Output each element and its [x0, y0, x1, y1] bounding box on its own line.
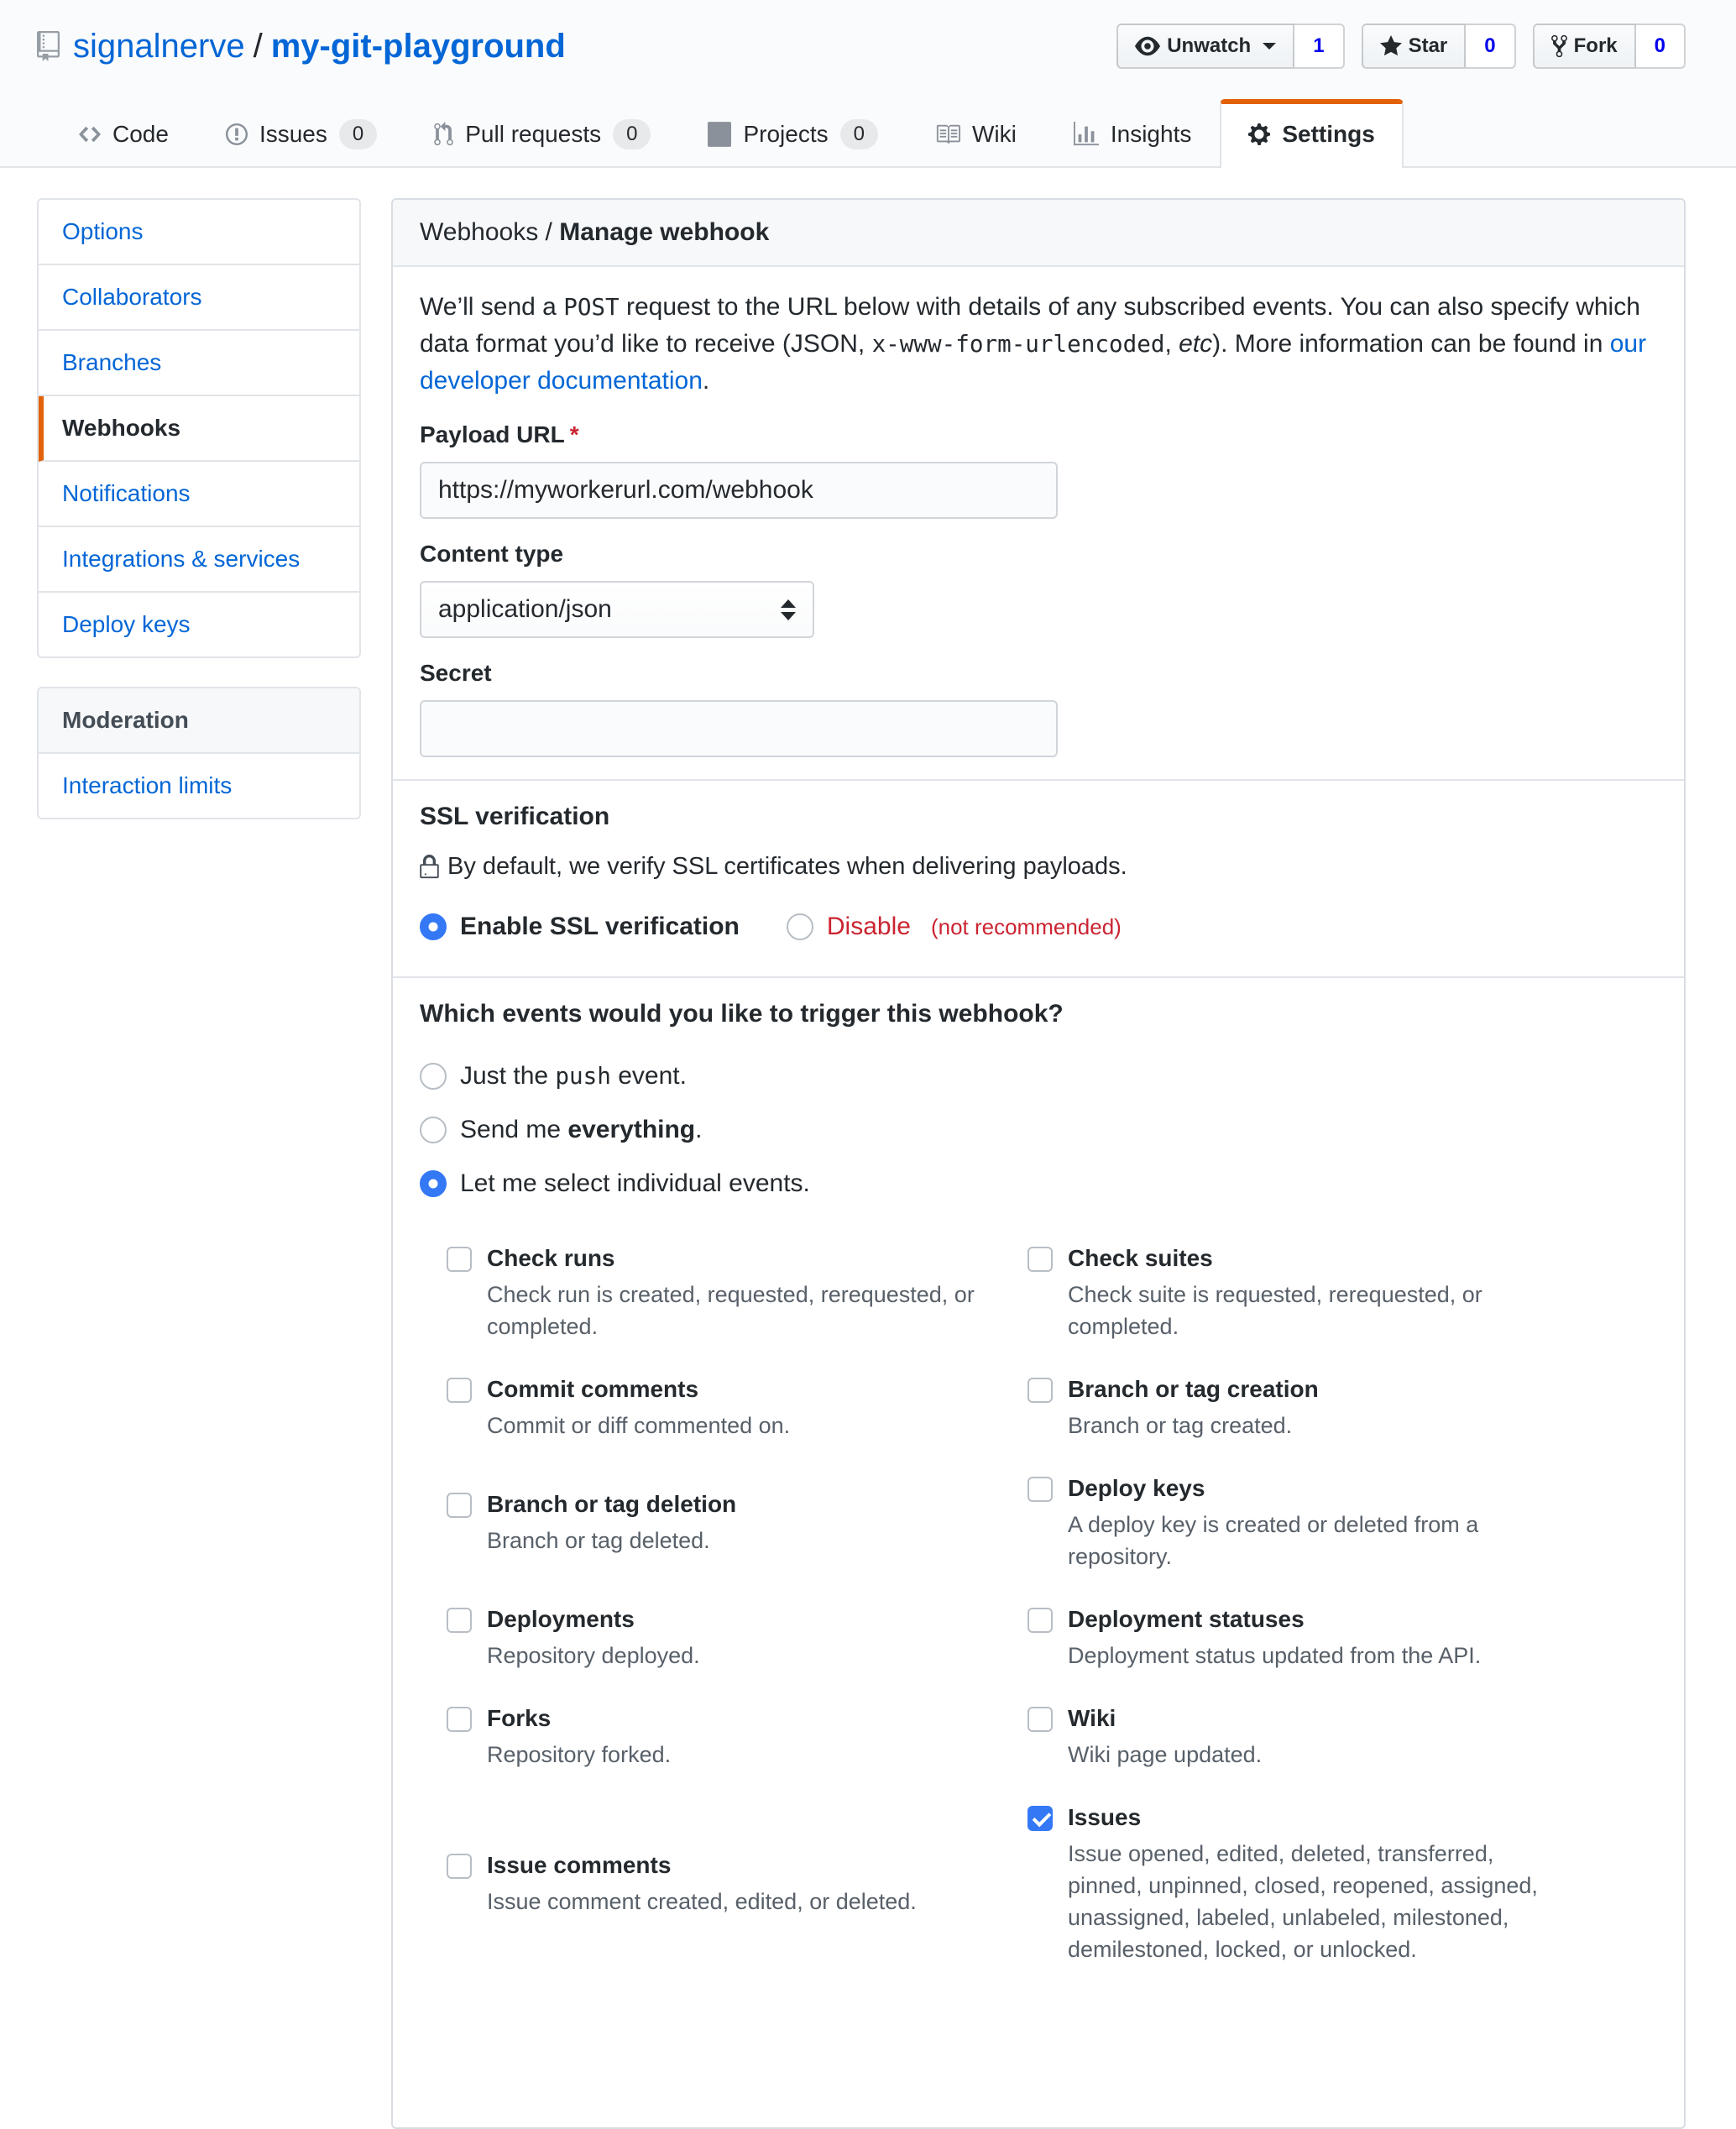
event-description: Issue comment created, edited, or deleted.: [487, 1889, 917, 1914]
wiki-book-icon: [935, 122, 960, 147]
event-title[interactable]: Wiki: [1068, 1705, 1116, 1731]
event-item-deployments: [447, 1603, 1027, 1671]
issues-count-badge: 0: [339, 119, 377, 149]
event-item-wiki: [1027, 1702, 1657, 1771]
event-description: Wiki page updated.: [1068, 1742, 1263, 1767]
event-title[interactable]: Deployment statuses: [1068, 1606, 1305, 1632]
sidebar-item-integrations[interactable]: Integrations & services: [39, 527, 359, 593]
eye-icon: [1135, 34, 1160, 59]
enable-ssl-label: Enable SSL verification: [460, 913, 740, 940]
sidebar-item-collaborators[interactable]: Collaborators: [39, 265, 359, 331]
sidebar-item-webhooks[interactable]: Webhooks: [39, 396, 359, 462]
event-title[interactable]: Issues: [1068, 1804, 1142, 1830]
tab-pull-requests[interactable]: [405, 99, 679, 168]
tab-label: Pull requests: [465, 121, 602, 147]
event-title[interactable]: Forks: [487, 1705, 552, 1731]
checkbox-branch-deletion[interactable]: [447, 1493, 472, 1518]
event-description: Check run is created, requested, rerequested, or completed.: [487, 1282, 975, 1339]
event-title[interactable]: Branch or tag deletion: [487, 1491, 737, 1517]
event-title[interactable]: Commit comments: [487, 1376, 699, 1402]
sidebar-item-options[interactable]: Options: [39, 200, 359, 265]
events-option-push[interactable]: [420, 1062, 1657, 1091]
breadcrumb-current: Manage webhook: [559, 218, 770, 246]
unwatch-button[interactable]: [1116, 24, 1294, 69]
checkbox-check-runs[interactable]: [447, 1247, 472, 1272]
event-item-check-suites: [1027, 1242, 1657, 1342]
events-option-push-label: Just the push event.: [460, 1062, 687, 1090]
tab-label: Settings: [1282, 121, 1375, 147]
content-type-select[interactable]: [420, 581, 814, 638]
code-icon: [79, 122, 101, 147]
project-icon: [708, 122, 731, 147]
tab-label: Issues: [259, 121, 327, 147]
repo-owner-link[interactable]: signalnerve: [73, 27, 245, 65]
tab-wiki[interactable]: [907, 99, 1045, 168]
intro-text: .: [702, 367, 710, 395]
events-option-individual[interactable]: [420, 1169, 1657, 1198]
event-title[interactable]: Issue comments: [487, 1852, 672, 1878]
pull-request-icon: [434, 122, 453, 147]
moderation-header: Moderation: [39, 688, 359, 754]
star-button-group: [1362, 24, 1516, 69]
intro-text: request to the URL below with details of any subscribed events. You can also specify which data format you’d like to receive (JSON,: [420, 293, 1640, 358]
content-type-label: Content type: [420, 541, 564, 567]
event-row: [447, 1242, 1657, 1342]
secret-label: Secret: [420, 660, 492, 686]
webhook-panel: [391, 198, 1686, 2129]
breadcrumb: [393, 200, 1684, 267]
events-option-individual-label: Let me select individual events.: [460, 1169, 810, 1197]
event-description: Check suite is requested, rerequested, or completed.: [1068, 1282, 1482, 1339]
settings-nav-box: [37, 198, 361, 658]
star-button[interactable]: [1362, 24, 1467, 69]
intro-text: ). More information can be found in: [1212, 330, 1610, 358]
lock-icon: [420, 855, 439, 880]
intro-code-post: POST: [563, 293, 620, 321]
breadcrumb-separator: /: [538, 218, 560, 246]
sidebar-item-notifications[interactable]: Notifications: [39, 462, 359, 527]
settings-sidebar: [37, 198, 361, 819]
star-label: Star: [1408, 34, 1448, 57]
event-item-issues: [1027, 1801, 1657, 1965]
ssl-note: [420, 853, 1657, 881]
pull-requests-count-badge: 0: [613, 119, 651, 149]
webhook-intro-text: [420, 289, 1657, 400]
required-asterisk: *: [569, 421, 579, 447]
breadcrumb-webhooks[interactable]: Webhooks: [420, 218, 539, 246]
event-title[interactable]: Branch or tag creation: [1068, 1376, 1319, 1402]
tab-issues[interactable]: [197, 99, 405, 168]
content-type-value: application/json: [438, 595, 612, 623]
repo-tab-bar: [37, 99, 1686, 166]
intro-italic: etc: [1179, 330, 1213, 358]
events-option-everything-label: Send me everything.: [460, 1116, 703, 1143]
event-title[interactable]: Check suites: [1068, 1245, 1213, 1271]
event-row: [447, 1472, 1657, 1572]
event-description: Issue opened, edited, deleted, transferred, pinned, unpinned, closed, reopened, assigned, unassigned, labeled, unlabeled, milestoned, demilestoned, locked, or unlocked.: [1068, 1841, 1538, 1962]
event-row: [447, 1603, 1657, 1671]
event-description: Deployment status updated from the API.: [1068, 1643, 1482, 1668]
intro-text: ,: [1164, 330, 1179, 358]
event-item-deploy-keys: [1027, 1472, 1657, 1572]
event-description: Branch or tag deleted.: [487, 1528, 710, 1553]
ssl-heading: SSL verification: [420, 803, 610, 830]
event-description: Repository forked.: [487, 1742, 672, 1767]
checkbox-branch-creation[interactable]: [1027, 1378, 1053, 1403]
fork-icon: [1551, 34, 1567, 59]
caret-down-icon: [1263, 43, 1276, 50]
watchers-count[interactable]: 1: [1294, 24, 1344, 69]
events-heading: Which events would you like to trigger this webhook?: [420, 1000, 1064, 1028]
event-item-forks: [447, 1702, 1027, 1771]
sidebar-item-interaction-limits[interactable]: Interaction limits: [62, 772, 233, 798]
checkbox-issues[interactable]: [1027, 1806, 1053, 1831]
ssl-verification-section: [393, 781, 1684, 978]
enable-ssl-radio-option[interactable]: [420, 913, 740, 941]
developer-documentation-link[interactable]: our developer documentation: [420, 330, 1647, 395]
radio-just-push[interactable]: [420, 1063, 447, 1090]
select-arrows-icon: [781, 599, 796, 620]
stargazers-count[interactable]: 0: [1466, 24, 1515, 69]
radio-enable-ssl[interactable]: [420, 913, 447, 940]
tab-settings[interactable]: [1220, 99, 1403, 168]
tab-label: Wiki: [971, 121, 1017, 147]
disable-ssl-radio-option[interactable]: [787, 913, 1122, 941]
issue-icon: [226, 122, 248, 147]
event-item-check-runs: [447, 1242, 1027, 1342]
star-icon: [1380, 34, 1402, 59]
tab-code[interactable]: [50, 99, 197, 168]
fork-button-group: [1533, 24, 1686, 69]
repo-icon: [37, 31, 60, 61]
checkbox-forks[interactable]: [447, 1707, 472, 1732]
checkbox-deploy-keys[interactable]: [1027, 1477, 1053, 1502]
checkbox-deployment-statuses[interactable]: [1027, 1608, 1053, 1633]
event-item-branch-creation: [1027, 1373, 1657, 1441]
payload-url-input[interactable]: [420, 462, 1058, 519]
checkbox-deployments[interactable]: [447, 1608, 472, 1633]
webhook-form-section: [393, 267, 1684, 781]
event-description: Commit or diff commented on.: [487, 1413, 791, 1438]
events-checkbox-grid: [447, 1242, 1657, 1965]
sidebar-item-branches[interactable]: Branches: [39, 331, 359, 396]
watch-button-group: [1116, 24, 1344, 69]
event-title[interactable]: Deployments: [487, 1606, 635, 1632]
disable-ssl-label: Disable: [826, 913, 911, 940]
forks-count[interactable]: 0: [1636, 24, 1686, 69]
event-description: Repository deployed.: [487, 1643, 700, 1668]
repo-actions: [1116, 24, 1686, 69]
tab-insights[interactable]: [1045, 99, 1221, 168]
event-row: [447, 1801, 1657, 1965]
intro-text: We’ll send a: [420, 293, 564, 321]
tab-label: Code: [112, 121, 169, 147]
event-title[interactable]: Deploy keys: [1068, 1475, 1205, 1501]
push-code: push: [555, 1062, 611, 1090]
event-title[interactable]: Check runs: [487, 1245, 615, 1271]
event-item-branch-deletion: [447, 1488, 1027, 1556]
event-item-issue-comments: [447, 1849, 1027, 1917]
repo-separator: /: [253, 27, 263, 65]
tab-projects[interactable]: [679, 99, 907, 168]
projects-count-badge: 0: [840, 119, 878, 149]
checkbox-commit-comments[interactable]: [447, 1378, 472, 1403]
event-row: [447, 1373, 1657, 1441]
radio-everything[interactable]: [420, 1117, 447, 1143]
intro-code-urlencoded: x-www-form-urlencoded: [871, 330, 1165, 358]
events-option-everything[interactable]: [420, 1116, 1657, 1144]
checkbox-wiki[interactable]: [1027, 1707, 1053, 1732]
repo-name-link[interactable]: my-git-playground: [270, 27, 566, 65]
checkbox-issue-comments[interactable]: [447, 1854, 472, 1879]
secret-input[interactable]: [420, 700, 1058, 757]
events-section: [393, 978, 1684, 2017]
unwatch-label: Unwatch: [1167, 34, 1252, 57]
event-item-deployment-statuses: [1027, 1603, 1657, 1671]
fork-button[interactable]: [1533, 24, 1636, 69]
event-description: Branch or tag created.: [1068, 1413, 1293, 1438]
radio-disable-ssl[interactable]: [787, 913, 813, 940]
fork-label: Fork: [1573, 34, 1618, 57]
tab-label: Insights: [1110, 121, 1192, 147]
checkbox-check-suites[interactable]: [1027, 1247, 1053, 1272]
ssl-note-text: By default, we verify SSL certificates when delivering payloads.: [447, 853, 1127, 880]
repo-breadcrumb: [37, 28, 566, 65]
moderation-box: [37, 687, 361, 819]
tab-label: Projects: [743, 121, 829, 147]
event-item-commit-comments: [447, 1373, 1027, 1441]
event-row: [447, 1702, 1657, 1771]
radio-individual-events[interactable]: [420, 1170, 447, 1197]
event-description: A deploy key is created or deleted from a repository.: [1068, 1512, 1479, 1569]
sidebar-item-deploy-keys[interactable]: Deploy keys: [62, 611, 191, 637]
page-header: [0, 0, 1736, 168]
graph-icon: [1074, 122, 1099, 147]
gear-icon: [1248, 122, 1270, 147]
payload-url-label: Payload URL *: [420, 421, 579, 447]
disable-ssl-note: (not recommended): [930, 913, 1122, 939]
